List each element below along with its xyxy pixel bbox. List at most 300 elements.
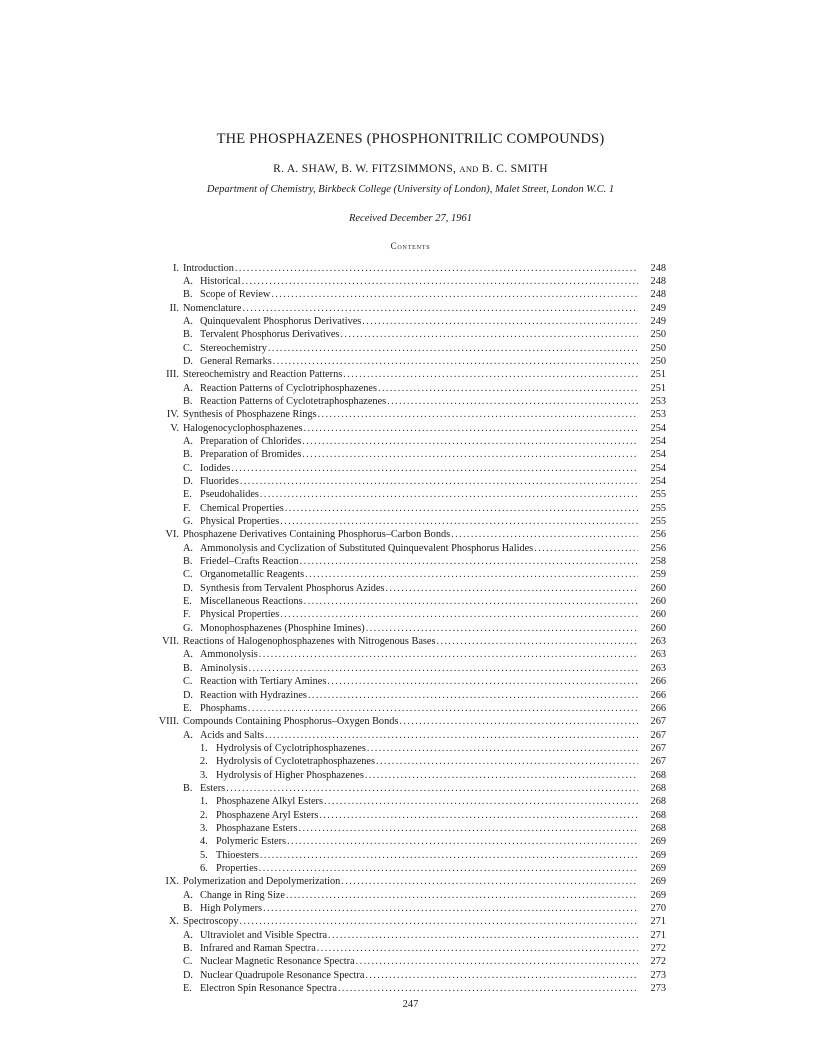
- toc-item-marker: B.: [183, 289, 193, 301]
- toc-dot-leader: [286, 889, 638, 902]
- toc-section-number: I.: [172, 262, 179, 274]
- toc-label-group: [183, 902, 263, 915]
- toc-page-number: 268: [650, 796, 666, 808]
- toc-entry-text: [183, 955, 638, 968]
- toc-label: Nuclear Quadrupole Resonance Spectra: [200, 969, 365, 981]
- toc-entry-text: [183, 542, 638, 555]
- toc-item-marker: 2.: [200, 756, 208, 768]
- toc-entry: [140, 608, 666, 621]
- toc-entry-text: [200, 862, 638, 875]
- toc-item-marker: C.: [183, 569, 193, 581]
- toc-item-marker: E.: [183, 489, 192, 501]
- toc-label-group: [183, 515, 280, 528]
- toc-label-group: [183, 689, 308, 702]
- toc-dot-leader: [242, 302, 638, 315]
- toc-page-number: 271: [650, 929, 666, 941]
- toc-label-group: [183, 675, 327, 688]
- toc-entry-text: [183, 342, 638, 355]
- toc-label-group: [183, 315, 362, 328]
- author-line: [0, 163, 821, 175]
- toc-page-number: 259: [650, 569, 666, 581]
- toc-label: Polymerization and Depolymerization: [183, 876, 341, 888]
- toc-label: Thioesters: [216, 849, 259, 861]
- toc-entry: [140, 769, 666, 782]
- toc-label: Halogenocyclophosphazenes: [183, 422, 303, 434]
- toc-entry-text: [183, 969, 638, 982]
- toc-label: Stereochemistry: [200, 342, 267, 354]
- toc-label-group: [183, 969, 365, 982]
- toc-dot-leader: [231, 462, 638, 475]
- toc-dot-leader: [338, 982, 638, 995]
- toc-entry-text: [183, 889, 638, 902]
- toc-dot-leader: [242, 275, 638, 288]
- toc-label-group: [183, 462, 231, 475]
- toc-entry: [140, 795, 666, 808]
- toc-item-marker: B.: [183, 903, 193, 914]
- toc-dot-leader: [399, 715, 638, 728]
- toc-page-number: 260: [650, 622, 666, 634]
- toc-dot-leader: [259, 648, 638, 661]
- toc-dot-leader: [304, 595, 638, 608]
- toc-label: Chemical Properties: [200, 502, 284, 514]
- toc-label-group: [200, 849, 260, 862]
- toc-item-marker: 4.: [200, 836, 208, 848]
- toc-label: Introduction: [183, 262, 234, 274]
- toc-label-group: [183, 889, 286, 902]
- toc-dot-leader: [259, 862, 638, 875]
- toc-page-number: 248: [650, 262, 666, 274]
- toc-entry-text: [200, 849, 638, 862]
- toc-entry-text: [183, 488, 638, 501]
- toc-entry-text: [200, 755, 638, 768]
- toc-entry: [140, 702, 666, 715]
- table-of-contents: [140, 262, 666, 996]
- toc-page-number: 260: [650, 596, 666, 608]
- toc-label: Phosphazene Derivatives Containing Phosphorus–Carbon Bonds: [183, 529, 451, 541]
- toc-dot-leader: [367, 742, 638, 755]
- toc-page-number: 248: [650, 275, 666, 287]
- toc-item-marker: D.: [183, 582, 194, 594]
- toc-entry-text: [183, 902, 638, 915]
- toc-label-group: [183, 355, 273, 368]
- toc-entry: [140, 528, 666, 541]
- toc-entry: [140, 542, 666, 555]
- toc-dot-leader: [305, 568, 638, 581]
- toc-dot-leader: [300, 555, 638, 568]
- toc-entry: [140, 715, 666, 728]
- toc-entry: [140, 849, 666, 862]
- toc-dot-leader: [268, 342, 638, 355]
- toc-label-group: [183, 328, 340, 341]
- toc-entry: [140, 262, 666, 275]
- toc-label: Synthesis of Phosphazene Rings: [183, 409, 317, 421]
- received-date: Received December 27, 1961: [348, 213, 473, 224]
- toc-label-group: [183, 782, 226, 795]
- toc-label-group: [200, 742, 367, 755]
- toc-label-group: [183, 275, 242, 288]
- toc-label: Reaction with Tertiary Amines: [200, 676, 327, 688]
- toc-label-group: [183, 622, 366, 635]
- toc-dot-leader: [376, 755, 638, 768]
- toc-item-marker: C.: [183, 676, 193, 688]
- toc-label-group: [183, 555, 300, 568]
- toc-entry-text: [183, 328, 638, 341]
- toc-dot-leader: [341, 875, 638, 888]
- toc-dot-leader: [362, 315, 638, 328]
- toc-label-group: [183, 382, 378, 395]
- toc-label-group: [183, 929, 328, 942]
- toc-label-group: [183, 568, 305, 581]
- toc-label-group: [183, 915, 239, 928]
- toc-item-marker: D.: [183, 689, 194, 701]
- toc-entry: [140, 755, 666, 768]
- toc-entry: [140, 582, 666, 595]
- toc-entry: [140, 342, 666, 355]
- toc-page-number: 272: [650, 956, 666, 968]
- toc-entry-text: [200, 835, 638, 848]
- toc-page-number: 267: [650, 729, 666, 741]
- toc-page-number: 267: [650, 756, 666, 768]
- toc-page-number: 254: [650, 435, 666, 447]
- toc-item-marker: F.: [183, 502, 191, 514]
- toc-dot-leader: [299, 822, 639, 835]
- toc-entry-text: [183, 382, 638, 395]
- toc-page-number: 253: [650, 395, 666, 407]
- toc-item-marker: B.: [183, 782, 193, 794]
- toc-item-marker: A.: [183, 649, 194, 661]
- toc-entry: [140, 275, 666, 288]
- toc-entry: [140, 502, 666, 515]
- toc-dot-leader: [451, 528, 638, 541]
- toc-label-group: [183, 702, 248, 715]
- toc-label: Nuclear Magnetic Resonance Spectra: [200, 956, 355, 968]
- toc-page-number: 249: [650, 302, 666, 314]
- toc-item-marker: 1.: [200, 742, 208, 754]
- toc-dot-leader: [235, 262, 638, 275]
- toc-dot-leader: [240, 475, 638, 488]
- toc-entry: [140, 862, 666, 875]
- toc-item-marker: E.: [183, 983, 192, 995]
- toc-item-marker: 6.: [200, 862, 208, 874]
- toc-label: Reaction Patterns of Cyclotetraphosphazenes: [200, 395, 387, 407]
- toc-page-number: 249: [650, 315, 666, 327]
- toc-label: Acids and Salts: [200, 729, 265, 741]
- toc-item-marker: A.: [183, 889, 194, 901]
- toc-entry: [140, 475, 666, 488]
- toc-item-marker: B.: [183, 395, 193, 407]
- toc-page-number: 267: [650, 742, 666, 754]
- toc-section-number: VIII.: [158, 716, 179, 728]
- toc-entry-text: [183, 275, 638, 288]
- toc-entry: [140, 382, 666, 395]
- toc-label: Miscellaneous Reactions: [200, 596, 303, 608]
- toc-page-number: 254: [650, 449, 666, 461]
- toc-label-group: [183, 729, 265, 742]
- toc-entry: [140, 809, 666, 822]
- toc-entry: [140, 822, 666, 835]
- toc-entry: [140, 675, 666, 688]
- toc-entry-text: [183, 715, 638, 728]
- toc-label: Phosphazene Aryl Esters: [216, 809, 319, 821]
- toc-entry: [140, 635, 666, 648]
- toc-dot-leader: [280, 515, 638, 528]
- toc-section-number: III.: [166, 369, 179, 381]
- toc-item-marker: D.: [183, 969, 194, 981]
- toc-item-marker: A.: [183, 382, 194, 394]
- toc-dot-leader: [260, 849, 638, 862]
- authors-part-2: B. C. SMITH: [481, 163, 548, 175]
- toc-dot-leader: [343, 368, 638, 381]
- toc-label-group: [183, 648, 259, 661]
- toc-section-number: VI.: [165, 529, 179, 541]
- toc-label: Friedel–Crafts Reaction: [200, 556, 299, 568]
- toc-item-marker: 5.: [200, 849, 208, 861]
- toc-item-marker: 3.: [200, 769, 208, 781]
- toc-entry-text: [183, 675, 638, 688]
- toc-entry-text: [183, 608, 638, 621]
- toc-page-number: 269: [650, 849, 666, 861]
- toc-entry-text: [183, 408, 638, 421]
- toc-label: Properties: [216, 862, 258, 874]
- toc-entry-text: [200, 795, 638, 808]
- toc-dot-leader: [366, 622, 638, 635]
- toc-label: Preparation of Bromides: [200, 449, 302, 461]
- toc-label-group: [183, 488, 260, 501]
- toc-dot-leader: [317, 942, 638, 955]
- toc-label: Infrared and Raman Spectra: [200, 943, 316, 955]
- toc-dot-leader: [340, 328, 638, 341]
- toc-label: Reaction Patterns of Cyclotriphosphazenes: [200, 382, 378, 394]
- toc-entry-text: [183, 582, 638, 595]
- toc-entry: [140, 782, 666, 795]
- toc-dot-leader: [260, 488, 638, 501]
- authors-and: AND: [459, 164, 479, 174]
- toc-entry-text: [183, 448, 638, 461]
- toc-label: Polymeric Esters: [216, 836, 287, 848]
- toc-entry-text: [183, 662, 638, 675]
- toc-label-group: [200, 809, 319, 822]
- toc-entry-text: [183, 555, 638, 568]
- toc-label: Hydrolysis of Cyclotetraphosphazenes: [216, 756, 375, 768]
- authors-part-1: R. A. SHAW, B. W. FITZSIMMONS,: [273, 163, 457, 175]
- toc-dot-leader: [249, 662, 639, 675]
- toc-label: Fluorides: [200, 476, 239, 487]
- toc-item-marker: F.: [183, 609, 191, 621]
- toc-label-group: [200, 822, 299, 835]
- toc-page-number: 260: [650, 609, 666, 621]
- toc-label: Physical Properties: [200, 609, 280, 621]
- toc-entry: [140, 355, 666, 368]
- toc-entry: [140, 515, 666, 528]
- toc-item-marker: A.: [183, 729, 194, 741]
- toc-section-number: X.: [168, 916, 179, 928]
- toc-label-group: [183, 542, 534, 555]
- toc-page-number: 258: [650, 556, 666, 568]
- toc-entry-text: [183, 528, 638, 541]
- paper-title: THE PHOSPHAZENES (PHOSPHONITRILIC COMPOUNDS): [216, 131, 605, 147]
- toc-entry: [140, 902, 666, 915]
- toc-entry-text: [183, 462, 638, 475]
- toc-page-number: 268: [650, 769, 666, 781]
- toc-label-group: [183, 875, 341, 888]
- toc-label-group: [183, 608, 280, 621]
- toc-page-number: 251: [650, 369, 666, 381]
- toc-label: Electron Spin Resonance Spectra: [200, 983, 337, 995]
- toc-label: Hydrolysis of Higher Phosphazenes: [216, 769, 364, 781]
- toc-entry-text: [200, 822, 638, 835]
- toc-page-number: 250: [650, 342, 666, 354]
- toc-label-group: [183, 475, 240, 488]
- toc-entry-text: [183, 288, 638, 301]
- toc-entry: [140, 742, 666, 755]
- toc-section-number: V.: [170, 422, 179, 434]
- toc-item-marker: B.: [183, 329, 193, 341]
- toc-label-group: [183, 448, 302, 461]
- toc-dot-leader: [324, 795, 638, 808]
- toc-label-group: [183, 982, 338, 995]
- page-number: 247: [402, 999, 419, 1010]
- toc-entry-text: [200, 769, 638, 782]
- toc-dot-leader: [302, 435, 638, 448]
- contents-heading-text: Contents: [390, 241, 431, 251]
- toc-label-group: [183, 662, 249, 675]
- toc-item-marker: A.: [183, 929, 194, 941]
- toc-entry-text: [183, 355, 638, 368]
- toc-dot-leader: [308, 689, 638, 702]
- toc-item-marker: A.: [183, 435, 194, 447]
- toc-page-number: 254: [650, 422, 666, 434]
- toc-page-number: 269: [650, 876, 666, 888]
- toc-entry: [140, 435, 666, 448]
- toc-dot-leader: [318, 408, 638, 421]
- toc-page-number: 266: [650, 676, 666, 688]
- toc-entry: [140, 448, 666, 461]
- toc-entry-text: [183, 262, 638, 275]
- toc-label-group: [183, 595, 304, 608]
- toc-item-marker: A.: [183, 542, 194, 554]
- toc-page-number: 248: [650, 289, 666, 301]
- toc-page-number: 256: [650, 542, 666, 554]
- toc-page-number: 254: [650, 476, 666, 487]
- toc-entry-text: [183, 875, 638, 888]
- toc-entry-text: [183, 395, 638, 408]
- toc-item-marker: A.: [183, 315, 194, 327]
- toc-section-number: VII.: [162, 636, 179, 648]
- toc-entry-text: [183, 568, 638, 581]
- toc-entry: [140, 302, 666, 315]
- toc-entry-text: [183, 782, 638, 795]
- toc-label-group: [183, 715, 399, 728]
- contents-heading: [0, 241, 821, 251]
- toc-page-number: 250: [650, 329, 666, 341]
- toc-section-number: IV.: [166, 409, 179, 421]
- affiliation: Department of Chemistry, Birkbeck College (University of London), Malet Street, London W.C. 1: [206, 184, 615, 195]
- toc-entry-text: [183, 929, 638, 942]
- toc-label: Phosphazene Alkyl Esters: [216, 796, 323, 808]
- toc-page-number: 271: [650, 916, 666, 928]
- toc-label-group: [183, 302, 242, 315]
- toc-entry: [140, 555, 666, 568]
- toc-page-number: 273: [650, 983, 666, 995]
- toc-entry: [140, 929, 666, 942]
- toc-entry-text: [183, 915, 638, 928]
- toc-entry: [140, 689, 666, 702]
- toc-label-group: [183, 502, 285, 515]
- toc-label-group: [200, 795, 324, 808]
- toc-label-group: [183, 395, 387, 408]
- toc-entry-text: [183, 422, 638, 435]
- toc-dot-leader: [226, 782, 638, 795]
- toc-entry-text: [183, 315, 638, 328]
- toc-item-marker: B.: [183, 556, 193, 568]
- toc-page-number: 263: [650, 662, 666, 674]
- toc-item-marker: G.: [183, 622, 194, 634]
- toc-entry: [140, 395, 666, 408]
- toc-dot-leader: [378, 382, 638, 395]
- toc-label-group: [183, 262, 235, 275]
- toc-item-marker: 3.: [200, 822, 208, 834]
- toc-entry-text: [183, 515, 638, 528]
- toc-page-number: 255: [650, 516, 666, 528]
- toc-page-number: 267: [650, 716, 666, 728]
- toc-dot-leader: [265, 729, 638, 742]
- toc-label: Physical Properties: [200, 516, 280, 528]
- toc-entry-text: [183, 635, 638, 648]
- toc-item-marker: E.: [183, 596, 192, 608]
- toc-entry: [140, 462, 666, 475]
- toc-label: Ammonolysis: [200, 649, 258, 661]
- toc-page-number: 263: [650, 649, 666, 661]
- toc-entry: [140, 328, 666, 341]
- toc-label-group: [183, 368, 343, 381]
- toc-page-number: 269: [650, 862, 666, 874]
- toc-entry-text: [183, 475, 638, 488]
- toc-label: Monophosphazenes (Phosphine Imines): [200, 622, 365, 634]
- toc-entry: [140, 595, 666, 608]
- toc-entry: [140, 955, 666, 968]
- toc-label: Compounds Containing Phosphorus–Oxygen Bonds: [183, 716, 399, 728]
- toc-entry: [140, 488, 666, 501]
- toc-label: Ultraviolet and Visible Spectra: [200, 929, 328, 941]
- toc-label-group: [183, 408, 318, 421]
- toc-dot-leader: [437, 635, 638, 648]
- toc-page-number: 255: [650, 489, 666, 501]
- toc-entry: [140, 315, 666, 328]
- toc-item-marker: B.: [183, 662, 193, 674]
- toc-item-marker: E.: [183, 702, 192, 714]
- toc-entry-text: [183, 302, 638, 315]
- toc-label-group: [200, 769, 365, 782]
- toc-label-group: [183, 288, 271, 301]
- toc-entry: [140, 969, 666, 982]
- toc-dot-leader: [285, 502, 638, 515]
- toc-label-group: [183, 635, 437, 648]
- toc-item-marker: A.: [183, 275, 194, 287]
- toc-page-number: 269: [650, 836, 666, 848]
- toc-entry: [140, 408, 666, 421]
- toc-page-number: 268: [650, 822, 666, 834]
- toc-entry: [140, 622, 666, 635]
- toc-label: Reaction with Hydrazines: [200, 689, 307, 701]
- toc-item-marker: G.: [183, 516, 194, 528]
- toc-dot-leader: [271, 288, 638, 301]
- toc-entry-text: [200, 809, 638, 822]
- toc-entry-text: [183, 622, 638, 635]
- toc-page-number: 255: [650, 502, 666, 514]
- toc-label: Historical: [200, 275, 241, 287]
- toc-dot-leader: [387, 395, 638, 408]
- toc-label: Esters: [200, 782, 226, 794]
